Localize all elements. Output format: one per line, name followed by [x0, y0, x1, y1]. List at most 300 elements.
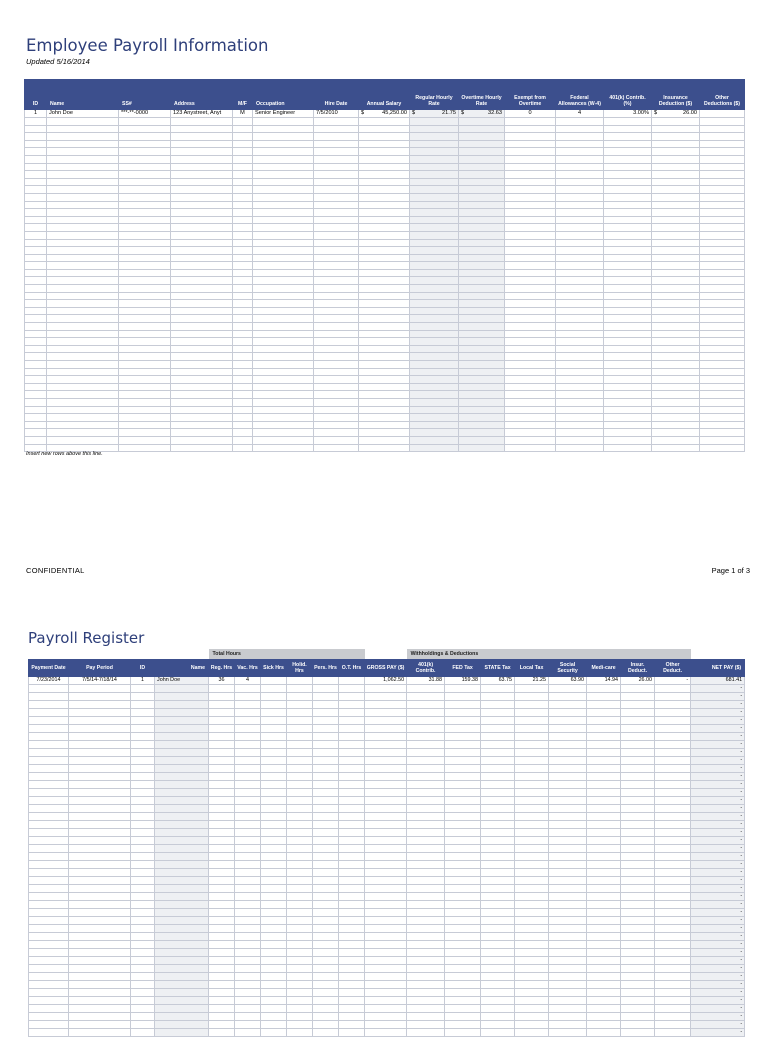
register-empty-cell[interactable] — [621, 1012, 655, 1020]
register-empty-cell[interactable] — [587, 796, 621, 804]
register-empty-cell[interactable] — [481, 732, 515, 740]
register-empty-cell[interactable] — [481, 780, 515, 788]
register-empty-cell[interactable] — [365, 724, 407, 732]
register-empty-cell[interactable] — [287, 684, 313, 692]
employee-empty-cell[interactable] — [359, 171, 410, 179]
register-empty-cell[interactable] — [209, 916, 235, 924]
register-empty-cell[interactable] — [261, 988, 287, 996]
register-empty-cell[interactable] — [515, 924, 549, 932]
register-empty-cell[interactable] — [587, 756, 621, 764]
employee-empty-cell[interactable] — [700, 171, 745, 179]
register-empty-cell[interactable] — [655, 908, 691, 916]
register-empty-cell[interactable] — [445, 700, 481, 708]
register-empty-cell[interactable] — [621, 1020, 655, 1028]
employee-empty-cell[interactable] — [47, 262, 119, 270]
employee-empty-cell[interactable] — [700, 216, 745, 224]
register-empty-cell[interactable] — [515, 756, 549, 764]
employee-empty-cell[interactable] — [253, 414, 314, 422]
employee-empty-cell[interactable] — [556, 414, 604, 422]
register-empty-cell[interactable] — [445, 884, 481, 892]
register-empty-cell[interactable] — [261, 972, 287, 980]
employee-empty-cell[interactable] — [410, 376, 459, 384]
register-empty-cell[interactable] — [339, 996, 365, 1004]
employee-empty-cell[interactable] — [171, 178, 233, 186]
register-empty-cell[interactable] — [261, 748, 287, 756]
employee-empty-cell[interactable] — [410, 186, 459, 194]
register-empty-cell[interactable] — [515, 932, 549, 940]
employee-empty-cell[interactable] — [253, 231, 314, 239]
register-cell-name[interactable]: John Doe — [155, 676, 209, 684]
register-empty-cell[interactable] — [209, 1004, 235, 1012]
register-empty-cell[interactable] — [549, 932, 587, 940]
register-empty-cell[interactable] — [29, 836, 69, 844]
register-empty-cell[interactable] — [515, 820, 549, 828]
employee-empty-cell[interactable] — [314, 444, 359, 452]
register-empty-cell[interactable] — [339, 788, 365, 796]
employee-empty-cell[interactable] — [233, 361, 253, 369]
register-empty-cell[interactable] — [131, 900, 155, 908]
employee-empty-cell[interactable] — [25, 368, 47, 376]
register-empty-cell[interactable] — [407, 1020, 445, 1028]
employee-empty-cell[interactable] — [233, 231, 253, 239]
register-empty-cell[interactable] — [339, 988, 365, 996]
employee-empty-cell[interactable] — [25, 224, 47, 232]
register-empty-cell[interactable] — [313, 916, 339, 924]
employee-empty-cell[interactable] — [171, 277, 233, 285]
employee-empty-cell[interactable] — [459, 231, 505, 239]
employee-empty-cell[interactable] — [47, 148, 119, 156]
register-empty-cell[interactable] — [481, 692, 515, 700]
register-empty-cell[interactable] — [515, 740, 549, 748]
register-cell-local[interactable]: 21.25 — [515, 676, 549, 684]
register-empty-cell[interactable] — [29, 996, 69, 1004]
employee-empty-cell[interactable] — [505, 436, 556, 444]
register-empty-cell[interactable] — [313, 908, 339, 916]
register-empty-cell[interactable] — [29, 1012, 69, 1020]
register-empty-cell[interactable] — [621, 820, 655, 828]
employee-empty-cell[interactable] — [700, 406, 745, 414]
register-empty-cell[interactable] — [69, 924, 131, 932]
register-empty-cell[interactable] — [549, 868, 587, 876]
employee-empty-cell[interactable] — [233, 330, 253, 338]
register-empty-cell[interactable] — [587, 708, 621, 716]
register-empty-cell[interactable] — [287, 900, 313, 908]
employee-empty-cell[interactable] — [119, 125, 171, 133]
register-empty-cell[interactable] — [445, 812, 481, 820]
register-empty-cell[interactable] — [155, 684, 209, 692]
register-empty-cell[interactable] — [481, 828, 515, 836]
register-empty-cell[interactable] — [549, 852, 587, 860]
employee-empty-cell[interactable] — [253, 140, 314, 148]
employee-empty-cell[interactable] — [25, 269, 47, 277]
employee-cell-k401[interactable]: 3.00% — [604, 110, 652, 118]
register-empty-cell[interactable] — [549, 876, 587, 884]
employee-empty-cell[interactable] — [700, 118, 745, 126]
employee-empty-cell[interactable] — [556, 155, 604, 163]
register-empty-cell[interactable] — [235, 780, 261, 788]
register-empty-cell[interactable] — [235, 684, 261, 692]
register-empty-cell[interactable] — [621, 804, 655, 812]
register-empty-cell[interactable] — [69, 692, 131, 700]
register-empty-cell[interactable] — [515, 908, 549, 916]
register-empty-cell[interactable] — [339, 708, 365, 716]
register-empty-cell[interactable] — [29, 724, 69, 732]
employee-empty-cell[interactable] — [233, 345, 253, 353]
register-empty-cell[interactable] — [155, 780, 209, 788]
register-empty-cell[interactable] — [155, 836, 209, 844]
register-empty-cell[interactable] — [209, 956, 235, 964]
register-empty-cell[interactable] — [339, 716, 365, 724]
register-empty-cell[interactable] — [69, 996, 131, 1004]
register-empty-net-cell[interactable]: - — [691, 708, 745, 716]
register-empty-cell[interactable] — [29, 828, 69, 836]
employee-empty-cell[interactable] — [47, 125, 119, 133]
register-empty-cell[interactable] — [287, 996, 313, 1004]
register-empty-cell[interactable] — [131, 932, 155, 940]
employee-empty-cell[interactable] — [359, 368, 410, 376]
register-empty-cell[interactable] — [29, 732, 69, 740]
employee-empty-cell[interactable] — [700, 383, 745, 391]
register-empty-cell[interactable] — [587, 948, 621, 956]
employee-empty-cell[interactable] — [459, 368, 505, 376]
register-empty-cell[interactable] — [365, 852, 407, 860]
employee-empty-cell[interactable] — [459, 300, 505, 308]
register-empty-cell[interactable] — [131, 860, 155, 868]
employee-empty-cell[interactable] — [314, 148, 359, 156]
register-empty-cell[interactable] — [235, 812, 261, 820]
employee-empty-cell[interactable] — [604, 186, 652, 194]
register-empty-cell[interactable] — [407, 940, 445, 948]
employee-empty-cell[interactable] — [700, 254, 745, 262]
employee-empty-cell[interactable] — [314, 125, 359, 133]
employee-empty-cell[interactable] — [25, 125, 47, 133]
register-empty-cell[interactable] — [549, 764, 587, 772]
register-empty-cell[interactable] — [621, 900, 655, 908]
employee-empty-cell[interactable] — [171, 224, 233, 232]
employee-empty-cell[interactable] — [25, 201, 47, 209]
register-empty-cell[interactable] — [29, 852, 69, 860]
employee-empty-cell[interactable] — [505, 323, 556, 331]
register-empty-cell[interactable] — [407, 804, 445, 812]
employee-empty-cell[interactable] — [47, 178, 119, 186]
register-empty-cell[interactable] — [287, 1012, 313, 1020]
register-empty-cell[interactable] — [131, 820, 155, 828]
register-empty-cell[interactable] — [655, 700, 691, 708]
employee-cell-name[interactable]: John Doe — [47, 110, 119, 118]
register-empty-cell[interactable] — [365, 876, 407, 884]
register-empty-cell[interactable] — [313, 708, 339, 716]
employee-empty-cell[interactable] — [25, 247, 47, 255]
register-empty-cell[interactable] — [549, 956, 587, 964]
register-empty-cell[interactable] — [339, 820, 365, 828]
register-empty-cell[interactable] — [587, 980, 621, 988]
employee-empty-cell[interactable] — [314, 201, 359, 209]
register-cell-net[interactable]: 681.41 — [691, 676, 745, 684]
register-empty-cell[interactable] — [339, 692, 365, 700]
register-cell-pers[interactable] — [313, 676, 339, 684]
register-empty-cell[interactable] — [481, 772, 515, 780]
employee-empty-cell[interactable] — [253, 300, 314, 308]
employee-empty-cell[interactable] — [253, 330, 314, 338]
register-empty-cell[interactable] — [655, 964, 691, 972]
register-empty-cell[interactable] — [235, 732, 261, 740]
employee-empty-cell[interactable] — [47, 285, 119, 293]
employee-empty-cell[interactable] — [652, 277, 700, 285]
employee-empty-cell[interactable] — [604, 330, 652, 338]
register-empty-cell[interactable] — [29, 908, 69, 916]
register-empty-cell[interactable] — [313, 868, 339, 876]
register-empty-cell[interactable] — [587, 988, 621, 996]
register-empty-cell[interactable] — [29, 900, 69, 908]
register-empty-cell[interactable] — [655, 780, 691, 788]
register-empty-cell[interactable] — [481, 956, 515, 964]
employee-empty-cell[interactable] — [604, 201, 652, 209]
register-empty-net-cell[interactable]: - — [691, 828, 745, 836]
employee-empty-cell[interactable] — [25, 133, 47, 141]
employee-empty-cell[interactable] — [233, 171, 253, 179]
employee-empty-cell[interactable] — [505, 254, 556, 262]
register-empty-cell[interactable] — [621, 796, 655, 804]
register-empty-net-cell[interactable]: - — [691, 796, 745, 804]
register-empty-cell[interactable] — [287, 796, 313, 804]
register-empty-cell[interactable] — [655, 900, 691, 908]
register-empty-cell[interactable] — [621, 988, 655, 996]
employee-empty-cell[interactable] — [505, 398, 556, 406]
register-empty-cell[interactable] — [131, 948, 155, 956]
employee-cell-id[interactable]: 1 — [25, 110, 47, 118]
employee-empty-cell[interactable] — [314, 345, 359, 353]
register-empty-cell[interactable] — [209, 820, 235, 828]
register-empty-cell[interactable] — [235, 756, 261, 764]
register-empty-cell[interactable] — [69, 1020, 131, 1028]
register-empty-cell[interactable] — [131, 980, 155, 988]
register-empty-cell[interactable] — [235, 692, 261, 700]
register-empty-net-cell[interactable]: - — [691, 804, 745, 812]
employee-empty-cell[interactable] — [253, 118, 314, 126]
register-empty-cell[interactable] — [621, 772, 655, 780]
register-empty-cell[interactable] — [313, 996, 339, 1004]
register-empty-cell[interactable] — [313, 852, 339, 860]
register-empty-cell[interactable] — [481, 980, 515, 988]
employee-empty-cell[interactable] — [171, 323, 233, 331]
register-empty-cell[interactable] — [515, 780, 549, 788]
register-empty-cell[interactable] — [655, 812, 691, 820]
register-empty-cell[interactable] — [235, 764, 261, 772]
employee-empty-cell[interactable] — [25, 178, 47, 186]
employee-empty-cell[interactable] — [233, 406, 253, 414]
employee-empty-cell[interactable] — [119, 254, 171, 262]
employee-empty-cell[interactable] — [47, 118, 119, 126]
register-empty-cell[interactable] — [549, 972, 587, 980]
register-empty-cell[interactable] — [261, 876, 287, 884]
employee-empty-cell[interactable] — [233, 155, 253, 163]
employee-empty-cell[interactable] — [119, 330, 171, 338]
register-empty-cell[interactable] — [155, 764, 209, 772]
employee-empty-cell[interactable] — [314, 406, 359, 414]
register-empty-cell[interactable] — [287, 836, 313, 844]
employee-empty-cell[interactable] — [459, 376, 505, 384]
register-empty-cell[interactable] — [287, 916, 313, 924]
employee-empty-cell[interactable] — [700, 125, 745, 133]
register-empty-cell[interactable] — [69, 724, 131, 732]
register-empty-cell[interactable] — [549, 1012, 587, 1020]
employee-empty-cell[interactable] — [119, 444, 171, 452]
register-empty-cell[interactable] — [445, 980, 481, 988]
register-empty-cell[interactable] — [235, 1028, 261, 1036]
employee-empty-cell[interactable] — [604, 285, 652, 293]
employee-empty-cell[interactable] — [47, 231, 119, 239]
employee-empty-cell[interactable] — [505, 193, 556, 201]
employee-empty-cell[interactable] — [652, 444, 700, 452]
employee-empty-cell[interactable] — [505, 361, 556, 369]
employee-empty-cell[interactable] — [700, 178, 745, 186]
employee-empty-cell[interactable] — [47, 391, 119, 399]
register-empty-cell[interactable] — [287, 748, 313, 756]
register-empty-cell[interactable] — [365, 788, 407, 796]
employee-empty-cell[interactable] — [410, 140, 459, 148]
employee-empty-cell[interactable] — [410, 209, 459, 217]
employee-empty-cell[interactable] — [604, 429, 652, 437]
employee-empty-cell[interactable] — [314, 323, 359, 331]
register-empty-cell[interactable] — [407, 980, 445, 988]
register-empty-cell[interactable] — [155, 1020, 209, 1028]
register-empty-cell[interactable] — [549, 684, 587, 692]
register-empty-cell[interactable] — [515, 828, 549, 836]
register-empty-cell[interactable] — [69, 708, 131, 716]
register-empty-cell[interactable] — [287, 1028, 313, 1036]
register-empty-cell[interactable] — [621, 708, 655, 716]
register-cell-insur[interactable]: 26.00 — [621, 676, 655, 684]
employee-empty-cell[interactable] — [119, 269, 171, 277]
register-empty-cell[interactable] — [515, 948, 549, 956]
register-empty-cell[interactable] — [287, 716, 313, 724]
register-empty-cell[interactable] — [549, 772, 587, 780]
register-empty-cell[interactable] — [287, 876, 313, 884]
register-empty-cell[interactable] — [155, 756, 209, 764]
employee-empty-cell[interactable] — [359, 186, 410, 194]
register-empty-cell[interactable] — [445, 892, 481, 900]
employee-empty-cell[interactable] — [25, 398, 47, 406]
employee-empty-cell[interactable] — [604, 231, 652, 239]
employee-empty-cell[interactable] — [505, 201, 556, 209]
register-empty-cell[interactable] — [365, 820, 407, 828]
register-empty-net-cell[interactable]: - — [691, 876, 745, 884]
register-empty-cell[interactable] — [445, 860, 481, 868]
employee-cell-exempt[interactable]: 0 — [505, 110, 556, 118]
register-empty-cell[interactable] — [365, 708, 407, 716]
register-empty-cell[interactable] — [481, 708, 515, 716]
employee-empty-cell[interactable] — [359, 285, 410, 293]
employee-empty-cell[interactable] — [253, 239, 314, 247]
register-empty-cell[interactable] — [155, 924, 209, 932]
employee-empty-cell[interactable] — [314, 315, 359, 323]
employee-empty-cell[interactable] — [359, 148, 410, 156]
register-empty-net-cell[interactable]: - — [691, 780, 745, 788]
register-empty-cell[interactable] — [407, 988, 445, 996]
register-empty-cell[interactable] — [549, 1028, 587, 1036]
register-empty-cell[interactable] — [481, 892, 515, 900]
employee-empty-cell[interactable] — [652, 193, 700, 201]
employee-empty-cell[interactable] — [652, 421, 700, 429]
employee-empty-cell[interactable] — [556, 277, 604, 285]
employee-empty-cell[interactable] — [359, 414, 410, 422]
employee-empty-cell[interactable] — [359, 406, 410, 414]
employee-empty-cell[interactable] — [556, 368, 604, 376]
register-empty-cell[interactable] — [407, 724, 445, 732]
employee-empty-cell[interactable] — [410, 133, 459, 141]
register-empty-cell[interactable] — [621, 684, 655, 692]
register-empty-cell[interactable] — [287, 700, 313, 708]
employee-empty-cell[interactable] — [505, 269, 556, 277]
register-empty-cell[interactable] — [549, 940, 587, 948]
employee-empty-cell[interactable] — [604, 345, 652, 353]
register-empty-cell[interactable] — [655, 1020, 691, 1028]
register-empty-cell[interactable] — [655, 1012, 691, 1020]
register-empty-cell[interactable] — [481, 740, 515, 748]
employee-empty-cell[interactable] — [171, 269, 233, 277]
register-empty-cell[interactable] — [287, 724, 313, 732]
register-empty-cell[interactable] — [655, 788, 691, 796]
employee-empty-cell[interactable] — [459, 118, 505, 126]
employee-empty-cell[interactable] — [25, 436, 47, 444]
employee-empty-cell[interactable] — [233, 239, 253, 247]
employee-empty-cell[interactable] — [233, 429, 253, 437]
register-empty-cell[interactable] — [621, 884, 655, 892]
employee-empty-cell[interactable] — [233, 201, 253, 209]
employee-empty-cell[interactable] — [556, 292, 604, 300]
register-empty-cell[interactable] — [261, 860, 287, 868]
employee-empty-cell[interactable] — [556, 323, 604, 331]
employee-empty-cell[interactable] — [47, 414, 119, 422]
register-empty-cell[interactable] — [481, 684, 515, 692]
register-empty-cell[interactable] — [29, 876, 69, 884]
employee-empty-cell[interactable] — [314, 224, 359, 232]
employee-empty-cell[interactable] — [119, 436, 171, 444]
register-empty-cell[interactable] — [69, 756, 131, 764]
employee-empty-cell[interactable] — [459, 323, 505, 331]
register-empty-cell[interactable] — [235, 716, 261, 724]
employee-empty-cell[interactable] — [556, 163, 604, 171]
register-empty-cell[interactable] — [365, 796, 407, 804]
register-empty-net-cell[interactable]: - — [691, 868, 745, 876]
register-empty-cell[interactable] — [29, 692, 69, 700]
employee-empty-cell[interactable] — [25, 254, 47, 262]
employee-empty-cell[interactable] — [410, 171, 459, 179]
employee-empty-cell[interactable] — [604, 209, 652, 217]
register-empty-cell[interactable] — [287, 772, 313, 780]
employee-empty-cell[interactable] — [47, 307, 119, 315]
employee-empty-cell[interactable] — [604, 125, 652, 133]
register-empty-cell[interactable] — [155, 700, 209, 708]
register-empty-cell[interactable] — [131, 852, 155, 860]
register-empty-cell[interactable] — [587, 876, 621, 884]
employee-empty-cell[interactable] — [652, 125, 700, 133]
employee-empty-cell[interactable] — [410, 178, 459, 186]
register-empty-cell[interactable] — [407, 908, 445, 916]
register-empty-cell[interactable] — [209, 724, 235, 732]
register-empty-cell[interactable] — [29, 804, 69, 812]
register-empty-cell[interactable] — [481, 924, 515, 932]
register-empty-net-cell[interactable]: - — [691, 700, 745, 708]
employee-empty-cell[interactable] — [652, 224, 700, 232]
employee-empty-cell[interactable] — [410, 338, 459, 346]
register-empty-cell[interactable] — [29, 796, 69, 804]
register-empty-cell[interactable] — [587, 1020, 621, 1028]
register-empty-cell[interactable] — [155, 708, 209, 716]
employee-empty-cell[interactable] — [25, 155, 47, 163]
employee-empty-cell[interactable] — [556, 216, 604, 224]
register-empty-cell[interactable] — [261, 1028, 287, 1036]
